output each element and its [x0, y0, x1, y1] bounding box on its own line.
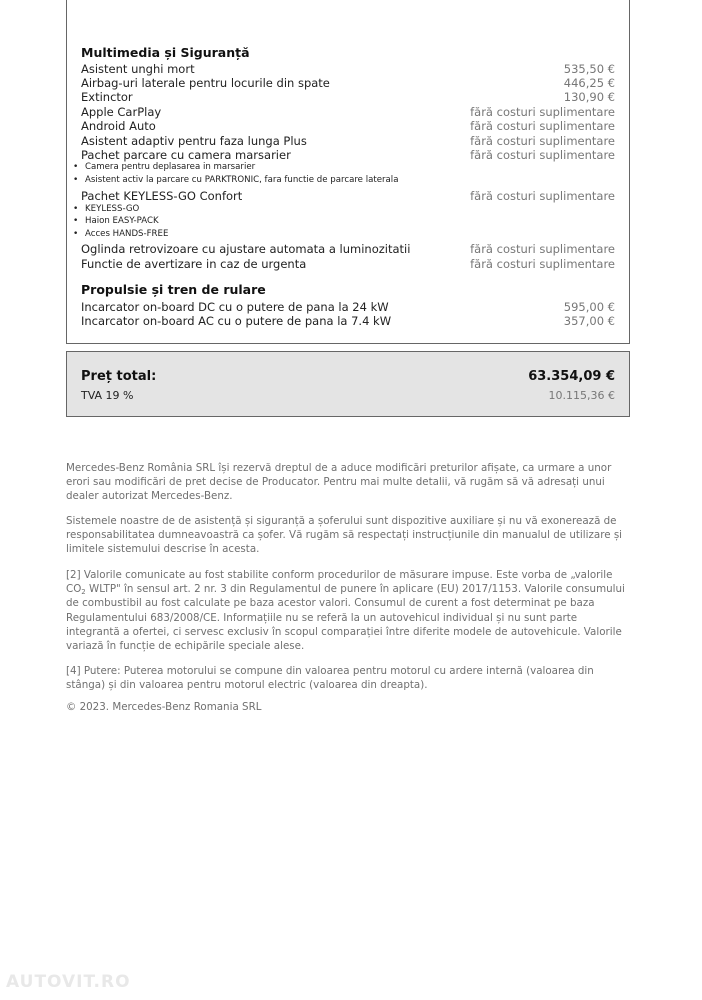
section-title-propulsion: Propulsie și tren de rulare	[81, 282, 266, 297]
watermark-logo: AUTOVIT.RO	[6, 972, 131, 992]
option-row	[81, 189, 615, 203]
footnote-wltp	[66, 568, 632, 653]
option-row	[81, 300, 615, 314]
option-price: 535,50 €	[563, 62, 615, 76]
option-label: Pachet parcare cu camera marsarier	[81, 148, 291, 162]
option-price: fără costuri suplimentare	[470, 134, 615, 148]
option-price: fără costuri suplimentare	[470, 119, 615, 133]
option-label: Apple CarPlay	[81, 105, 162, 119]
option-row	[81, 242, 615, 256]
option-row	[81, 119, 615, 133]
disclaimer-assist-systems: Sistemele noastre de de asistență și siguranță a șoferului sunt dispozitive auxiliare și nu vă exonerează de responsabilitatea dumneavoastră ca șofer. Vă rugăm să respectați instrucțiunile din manualul de utilizare și limitele sistemului descrise în acesta.	[66, 515, 623, 556]
total-price-value: 63.354,09 €	[528, 369, 615, 384]
option-label: Android Auto	[81, 119, 156, 133]
option-price: fără costuri suplimentare	[470, 105, 615, 119]
option-sub-item: • Camera pentru deplasarea in marsarier	[85, 161, 255, 173]
option-price: 446,25 €	[563, 76, 615, 90]
option-label: Oglinda retrovizoare cu ajustare automata a luminozitatii	[81, 242, 411, 256]
options-panel	[66, 0, 630, 344]
option-label: Extinctor	[81, 90, 133, 104]
option-sub-item: • KEYLESS-GO	[85, 203, 139, 215]
option-sub-item: • Asistent activ la parcare cu PARKTRONIC, fara functie de parcare laterala	[85, 174, 398, 186]
option-label: Incarcator on-board AC cu o putere de pana la 7.4 kW	[81, 314, 392, 328]
option-row	[81, 314, 615, 328]
total-price-label: Preț total:	[81, 369, 157, 384]
option-row	[81, 134, 615, 148]
option-price: 357,00 €	[563, 314, 615, 328]
option-row	[81, 148, 615, 162]
vat-label: TVA 19 %	[81, 389, 134, 402]
footnote-power: [4] Putere: Puterea motorului se compune din valoarea pentru motorul cu ardere internă (valoarea din stânga) și din valoarea pentru motorul electric (valoarea din dreapta).	[66, 665, 594, 692]
option-sub-item: • Haion EASY-PACK	[85, 215, 159, 227]
option-price: fără costuri suplimentare	[470, 189, 615, 203]
option-label: Pachet KEYLESS-GO Confort	[81, 189, 243, 203]
option-price: fără costuri suplimentare	[470, 257, 615, 271]
option-row	[81, 62, 615, 76]
co2-subscript: 2	[81, 588, 86, 597]
option-row	[81, 257, 615, 271]
option-price: fără costuri suplimentare	[470, 242, 615, 256]
copyright: © 2023. Mercedes-Benz Romania SRL	[66, 701, 262, 713]
option-label: Incarcator on-board DC cu o putere de pana la 24 kW	[81, 300, 389, 314]
option-price: 130,90 €	[563, 90, 615, 104]
option-label: Airbag-uri laterale pentru locurile din spate	[81, 76, 330, 90]
option-label: Asistent unghi mort	[81, 62, 195, 76]
footnote-wltp-part2: WLTP" în sensul art. 2 nr. 3 din Regulamentul de punere în aplicare (EU) 2017/1153. Valorile consumului de combustibil au fost calculate pe baza acestor valori. Consumul de curent a fost determinat pe baza Regulamentului 683/2008/CE. Informațiile nu se referă la un autovehicul individual și nu sunt parte integrantă a ofertei, ci servesc exclusiv în scopul comparației între diferite modele de autovehicule. Valorile variază în funcție de echipările speciale alese.	[66, 583, 625, 653]
disclaimer-prices: Mercedes-Benz România SRL își rezervă dreptul de a aduce modificări preturilor afișate, ca urmare a unor erori sau modificări de pret decise de Producator. Pentru mai multe detalii, vă rugăm să vă adresați unui dealer autorizat Mercedes-Benz.	[66, 462, 612, 503]
option-row	[81, 76, 615, 90]
footnote-wltp-part1: [2] Valorile comunicate au fost stabilite conform procedurilor de măsurare impuse. Este vorba de „valorile CO	[66, 569, 613, 596]
option-label: Functie de avertizare in caz de urgenta	[81, 257, 307, 271]
option-sub-item: • Acces HANDS-FREE	[85, 228, 168, 240]
option-label: Asistent adaptiv pentru faza lunga Plus	[81, 134, 307, 148]
total-panel	[66, 351, 630, 417]
option-price: fără costuri suplimentare	[470, 148, 615, 162]
option-row	[81, 105, 615, 119]
section-title-multimedia: Multimedia și Siguranță	[81, 45, 250, 60]
option-price: 595,00 €	[563, 300, 615, 314]
option-row	[81, 90, 615, 104]
vat-value: 10.115,36 €	[548, 389, 615, 402]
